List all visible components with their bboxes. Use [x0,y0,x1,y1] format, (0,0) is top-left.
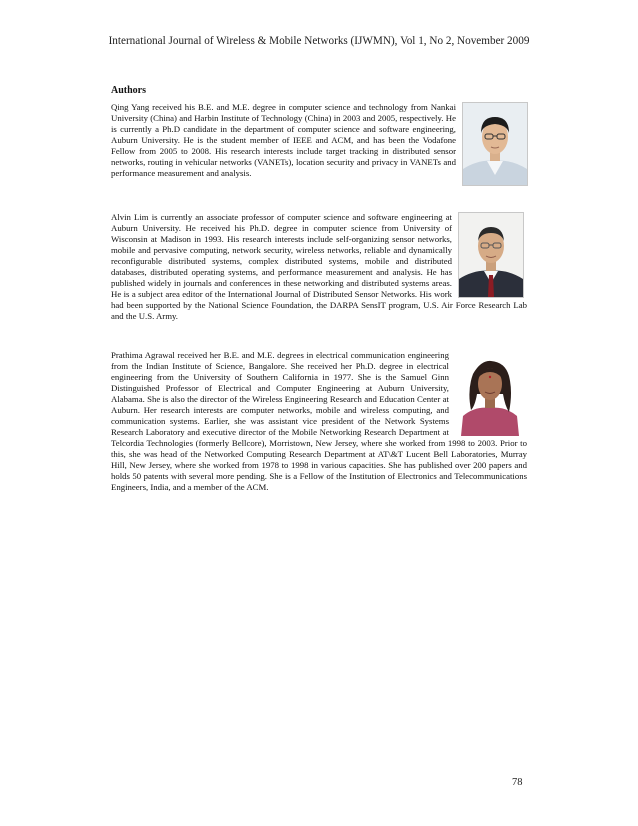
author-bio-prathima-agrawal [111,350,527,493]
author-bio-text: Prathima Agrawal received her B.E. and M.E. degrees in electrical communication engineering from the Indian Institute of Science, Bangalore. She received her Ph.D. degree in electrical engineering from the University of Southern California in 1977. She is the Samuel Ginn Distinguished Professor of Electrical and Computer Engineering at Auburn University, Alabama. She is also the director of the Wireless Engineering Research and Education Center at Auburn. Her research interests are computer networks, mobile and wireless computing, and communication systems. Earlier, she was assistant vice president of the Network Systems Research Laboratory and executive director of the Mobile Networking Research Department at Telcordia Technologies (formerly Bellcore), Morristown, New Jersey, where she worked from 1998 to 2003. Prior to this, she was head of the Networked Computing Research Department at AT\&T Lucent Bell Laboratories, Murray Hill, New Jersey, where she worked from 1978 to 1998 in various capacities. She has published over 200 papers and holds 50 patents with several more pending. She is a Fellow of the Institution of Electronics and Telecommunications Engineers, India, and a member of the ACM. [111,350,527,492]
running-header: International Journal of Wireless & Mobile Networks (IJWMN), Vol 1, No 2, November 2009 [108,35,530,47]
author-bio-text: Alvin Lim is currently an associate professor of computer science and software engineering at Auburn University. He received his Ph.D. degree in computer science from University of Wisconsin at Madison in 1993. His research interests include self-organizing sensor networks, mobile and pervasive computing, network security, wireless networks, reliable and dynamically reconfigurable distributed systems, complex distributed systems, mobile and distributed databases, distributed operating systems, and performance measurement and analysis. He has published widely in journals and conferences in these networking and distributed systems areas. He is a subject area editor of the International Journal of Distributed Sensor Networks. His work had been supported by the National Science Foundation, the DARPA SensIT program, U.S. Air Force Research Lab and the U.S. Army. [111,212,527,321]
author-photo-qing-yang [462,102,528,186]
author-bio-alvin-lim [111,212,527,322]
author-bio-qing-yang [111,102,527,186]
author-photo-prathima-agrawal [455,350,525,436]
page-number: 78 [512,777,523,788]
author-bio-text: Qing Yang received his B.E. and M.E. degree in computer science and technology from Nankai University (China) and Harbin Institute of Technology (China) in 2003 and 2005, respectively. He is currently a Ph.D candidate in the department of computer science and software engineering, Auburn University. He is the student member of IEEE and ACM, and has been the Vodafone Fellow from 2005 to 2008. His research interests include target tracking in distributed sensor networks, routing in vehicular networks (VANETs), location security and privacy in VANETs and performance measurement and analysis. [111,102,456,178]
author-photo-alvin-lim [458,212,524,298]
authors-heading: Authors [111,85,147,96]
